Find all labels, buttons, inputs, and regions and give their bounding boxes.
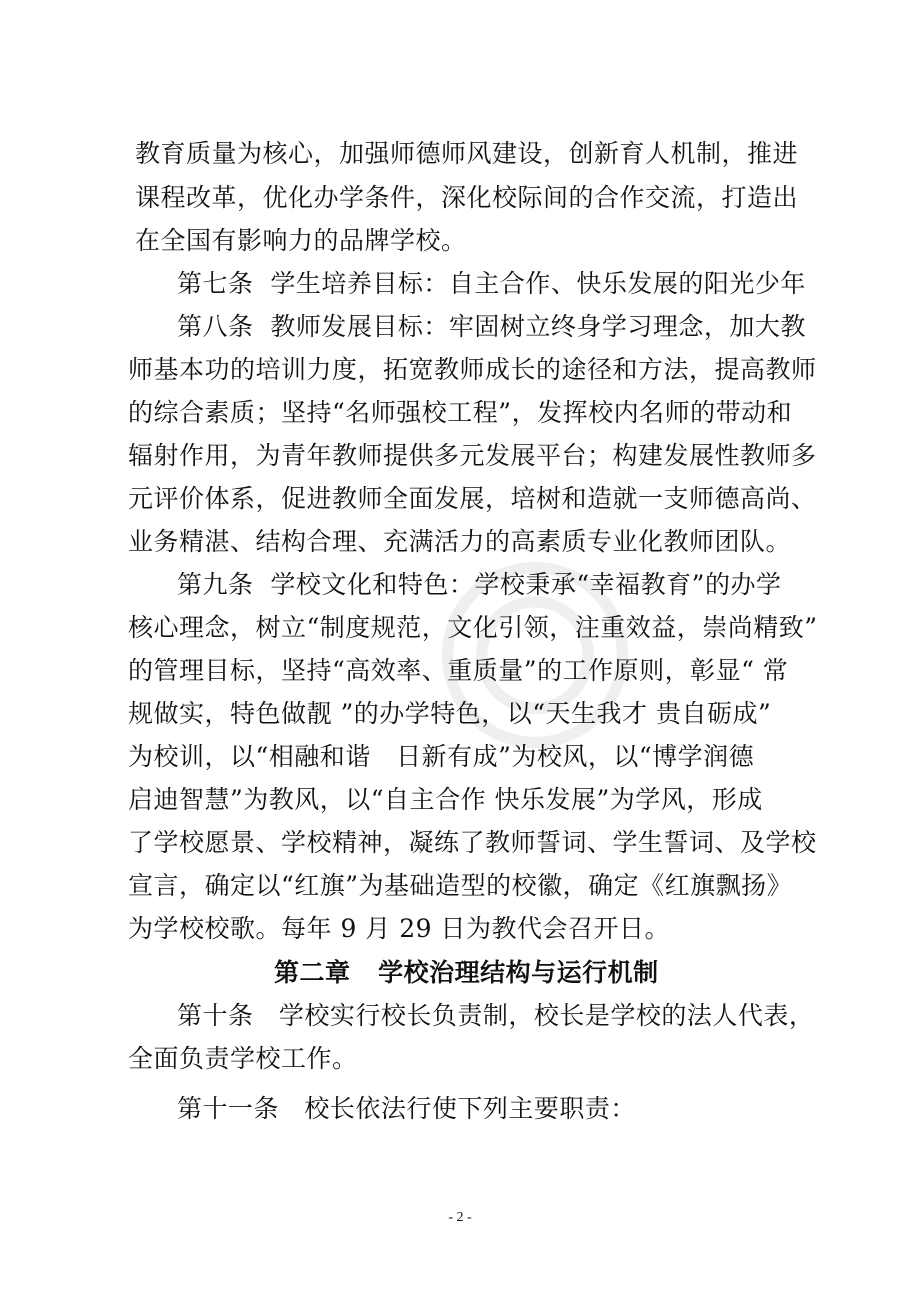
article-10-line: 第十条 学校实行校长负责制，校长是学校的法人代表， (177, 1001, 815, 1030)
chapter-heading: 第二章 学校治理结构与运行机制 (274, 958, 659, 987)
body-line: 了学校愿景、学校精神，凝练了教师誓词、学生誓词、及学校 (128, 828, 817, 857)
body-line: 为校训，以“相融和谐 日新有成”为校风，以“博学润德 (128, 742, 755, 771)
body-line: 为学校校歌。每年 9 月 29 日为教代会召开日。 (128, 914, 671, 943)
body-line: 辐射作用，为青年教师提供多元发展平台；构建发展性教师多 (128, 441, 817, 470)
body-line: 启迪智慧”为教风，以“自主合作 快乐发展”为学风，形成 (128, 785, 763, 814)
body-line: 师基本功的培训力度，拓宽教师成长的途径和方法，提高教师 (128, 355, 817, 384)
article-8-line: 第八条 教师发展目标：牢固树立终身学习理念，加大教 (177, 312, 806, 341)
body-line: 规做实，特色做靓 ”的办学特色，以“天生我才 贵自砺成” (128, 699, 772, 728)
body-line: 在全国有影响力的品牌学校。 (135, 226, 467, 255)
article-9-line: 第九条 学校文化和特色：学校秉承“幸福教育”的办学 (177, 570, 782, 599)
body-line: 全面负责学校工作。 (128, 1044, 358, 1073)
body-line: 业务精湛、结构合理、充满活力的高素质专业化教师团队。 (128, 527, 792, 556)
body-line: 元评价体系，促进教师全面发展，培树和造就一支师德高尚、 (128, 484, 817, 513)
body-line: 的管理目标，坚持“高效率、重质量”的工作原则，彰显“ 常 (128, 656, 789, 685)
body-line: 的综合素质；坚持“名师强校工程”，发挥校内名师的带动和 (128, 398, 793, 427)
article-7-line: 第七条 学生培养目标：自主合作、快乐发展的阳光少年 (177, 269, 806, 298)
body-line: 教育质量为核心，加强师德师风建设，创新育人机制，推进 (135, 139, 799, 168)
body-line: 课程改革，优化办学条件，深化校际间的合作交流，打造出 (135, 183, 799, 212)
body-line: 核心理念，树立“制度规范，文化引领，注重效益，崇尚精致” (128, 613, 818, 642)
page-number: - 2 - (448, 1210, 472, 1225)
body-line: 宣言，确定以“红旗”为基础造型的校徽，确定《红旗飘扬》 (128, 871, 793, 900)
article-11-line: 第十一条 校长依法行使下列主要职责： (177, 1094, 636, 1123)
